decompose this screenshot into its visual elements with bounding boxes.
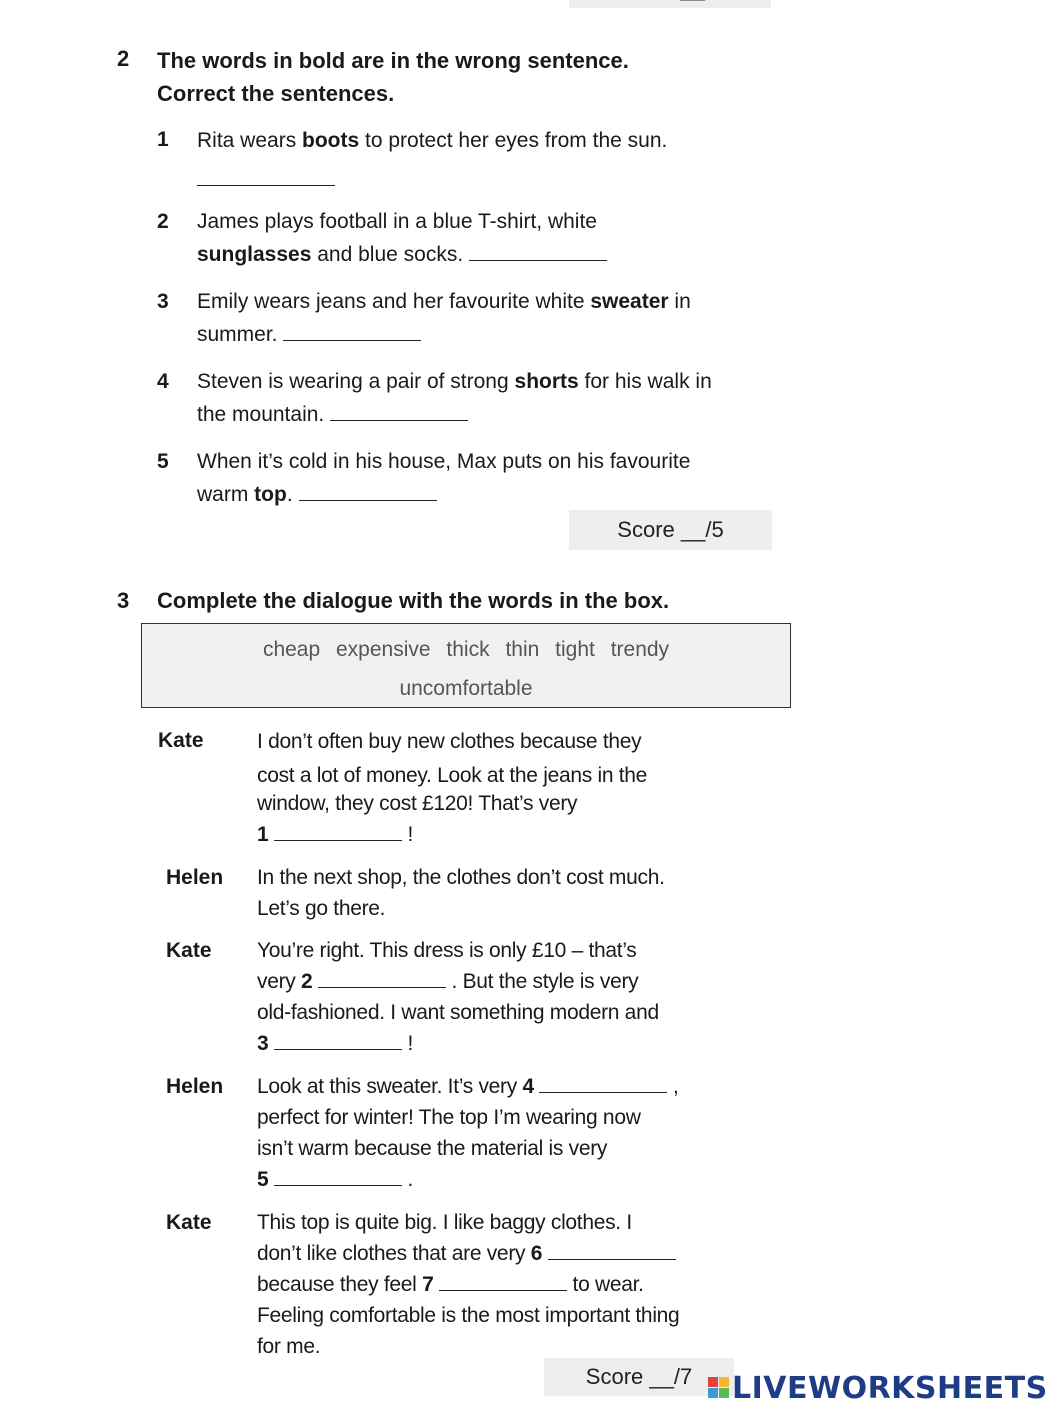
exercise-3-score-box bbox=[544, 1358, 734, 1396]
gap-number: 6 bbox=[530, 1242, 543, 1265]
exercise-2-title-line1: The words in bold are in the wrong sentence. bbox=[157, 48, 629, 73]
speech-line: Let’s go there. bbox=[257, 897, 386, 920]
speech-end: ! bbox=[407, 823, 414, 846]
dialogue-blank[interactable] bbox=[548, 1241, 676, 1260]
item-pre: When it’s cold in his house, Max puts on his favourite warm bbox=[197, 450, 691, 506]
speech-line: for me. bbox=[257, 1335, 321, 1358]
speech-line bbox=[257, 1238, 757, 1269]
exercise-3-score-label: Score __/7 bbox=[585, 1364, 693, 1389]
dialogue-speech bbox=[257, 862, 757, 924]
exercise-3-title: Complete the dialogue with the words in the box. bbox=[157, 588, 670, 613]
speech-line: I don’t often buy new clothes because they bbox=[257, 730, 642, 753]
answer-blank[interactable] bbox=[283, 322, 421, 341]
exercise-3-number: 3 bbox=[117, 588, 130, 613]
speech-fragment: , bbox=[672, 1075, 679, 1098]
speech-line: old-fashioned. I want something modern and bbox=[257, 1001, 659, 1024]
exercise-2-score-box bbox=[569, 510, 772, 550]
dialogue-speaker: Helen bbox=[166, 1075, 224, 1098]
item-text bbox=[197, 124, 777, 157]
dialogue-blank[interactable] bbox=[539, 1074, 667, 1093]
exercise-2-number: 2 bbox=[117, 46, 130, 71]
exercise-2-title bbox=[157, 44, 629, 110]
dialogue-speech bbox=[257, 1207, 757, 1362]
dialogue-blank[interactable] bbox=[274, 1167, 402, 1186]
dialogue-speech bbox=[257, 935, 757, 1059]
dialogue-speech bbox=[257, 1071, 757, 1195]
answer-blank[interactable] bbox=[330, 402, 468, 421]
speech-line bbox=[257, 1269, 757, 1300]
answer-blank[interactable] bbox=[197, 185, 335, 186]
speech-line bbox=[257, 819, 757, 850]
dialogue-blank[interactable] bbox=[439, 1272, 567, 1291]
speech-end: ! bbox=[407, 1032, 414, 1055]
word-box-word: expensive bbox=[336, 638, 431, 661]
dialogue-speaker: Kate bbox=[166, 939, 212, 962]
speech-fragment: because they feel bbox=[257, 1273, 423, 1296]
gap-number: 5 bbox=[257, 1168, 269, 1191]
answer-blank[interactable] bbox=[469, 242, 607, 261]
item-bold-word: boots bbox=[302, 129, 360, 152]
item-pre: James plays football in a blue T-shirt, white bbox=[197, 210, 597, 233]
speech-line: cost a lot of money. Look at the jeans in the bbox=[257, 764, 648, 787]
word-box-line-2 bbox=[142, 677, 790, 701]
word-box-word: thin bbox=[505, 638, 540, 661]
speech-line: window, they cost £120! That’s very bbox=[257, 792, 578, 815]
item-post: and blue socks. bbox=[311, 243, 464, 266]
word-box-word: trendy bbox=[610, 638, 670, 661]
brand-text: LIVEWORKSHEETS bbox=[732, 1371, 1048, 1406]
speech-fragment: . But the style is very bbox=[451, 970, 639, 993]
answer-blank[interactable] bbox=[299, 482, 437, 501]
speech-line: isn’t warm because the material is very bbox=[257, 1137, 608, 1160]
item-post: . bbox=[286, 483, 293, 506]
gap-number: 7 bbox=[422, 1273, 434, 1296]
liveworksheets-logo bbox=[708, 1371, 1048, 1407]
item-text bbox=[197, 445, 697, 511]
exercise-2-title-line2: Correct the sentences. bbox=[157, 81, 395, 106]
word-box-word: thick bbox=[446, 638, 490, 661]
speech-line bbox=[257, 1071, 757, 1102]
dialogue-speech bbox=[257, 726, 757, 850]
dialogue-speaker: Kate bbox=[166, 1211, 212, 1234]
item-pre: Rita wears bbox=[197, 129, 303, 152]
word-box-line-1 bbox=[142, 638, 790, 662]
gap-number: 4 bbox=[522, 1075, 534, 1098]
speech-line bbox=[257, 1028, 757, 1059]
word-box bbox=[141, 623, 791, 708]
dialogue-speaker: Helen bbox=[166, 866, 224, 889]
speech-fragment: Look at this sweater. It’s very bbox=[257, 1075, 523, 1098]
item-number: 3 bbox=[157, 290, 169, 313]
speech-line: perfect for winter! The top I’m wearing now bbox=[257, 1106, 641, 1129]
dialogue-speaker: Kate bbox=[158, 729, 204, 752]
top-score-box bbox=[569, 0, 771, 8]
item-post: to protect her eyes from the sun. bbox=[359, 129, 668, 152]
speech-line: Feeling comfortable is the most important thing bbox=[257, 1304, 680, 1327]
gap-number: 1 bbox=[257, 823, 269, 846]
speech-line: In the next shop, the clothes don’t cost much. bbox=[257, 866, 665, 889]
word-box-word: tight bbox=[555, 638, 595, 661]
item-number: 5 bbox=[157, 450, 169, 473]
word-box-word: uncomfortable bbox=[399, 677, 533, 700]
item-text bbox=[197, 365, 742, 431]
liveworksheets-logo-icon bbox=[708, 1371, 730, 1407]
word-box-word: cheap bbox=[262, 638, 321, 661]
item-post: for his walk in the mountain. bbox=[197, 370, 712, 426]
dialogue-blank[interactable] bbox=[274, 822, 402, 841]
speech-fragment: don’t like clothes that are very bbox=[257, 1242, 531, 1265]
dialogue-blank[interactable] bbox=[274, 1031, 402, 1050]
item-number: 2 bbox=[157, 210, 169, 233]
speech-fragment: very bbox=[257, 970, 302, 993]
speech-line bbox=[257, 966, 757, 997]
item-pre: Steven is wearing a pair of strong bbox=[197, 370, 515, 393]
item-text bbox=[197, 205, 717, 271]
item-text bbox=[197, 285, 777, 351]
speech-line: You’re right. This dress is only £10 – that’s bbox=[257, 939, 637, 962]
exercise-2-score-label: Score __/5 bbox=[617, 517, 724, 542]
item-bold-word: shorts bbox=[514, 370, 579, 393]
item-bold-word: top bbox=[254, 483, 287, 506]
gap-number: 3 bbox=[257, 1032, 269, 1055]
item-number: 4 bbox=[157, 370, 169, 393]
speech-end: . bbox=[407, 1168, 414, 1191]
item-post: in summer. bbox=[197, 290, 691, 346]
speech-fragment: to wear. bbox=[572, 1273, 644, 1296]
speech-line bbox=[257, 1164, 757, 1195]
item-pre: Emily wears jeans and her favourite white bbox=[197, 290, 591, 313]
item-number: 1 bbox=[157, 128, 169, 151]
item-bold-word: sweater bbox=[590, 290, 669, 313]
speech-line: This top is quite big. I like baggy clothes. I bbox=[257, 1211, 632, 1234]
item-bold-word: sunglasses bbox=[197, 243, 312, 266]
top-score-label bbox=[617, 0, 723, 1]
dialogue-blank[interactable] bbox=[318, 969, 446, 988]
gap-number: 2 bbox=[301, 970, 313, 993]
